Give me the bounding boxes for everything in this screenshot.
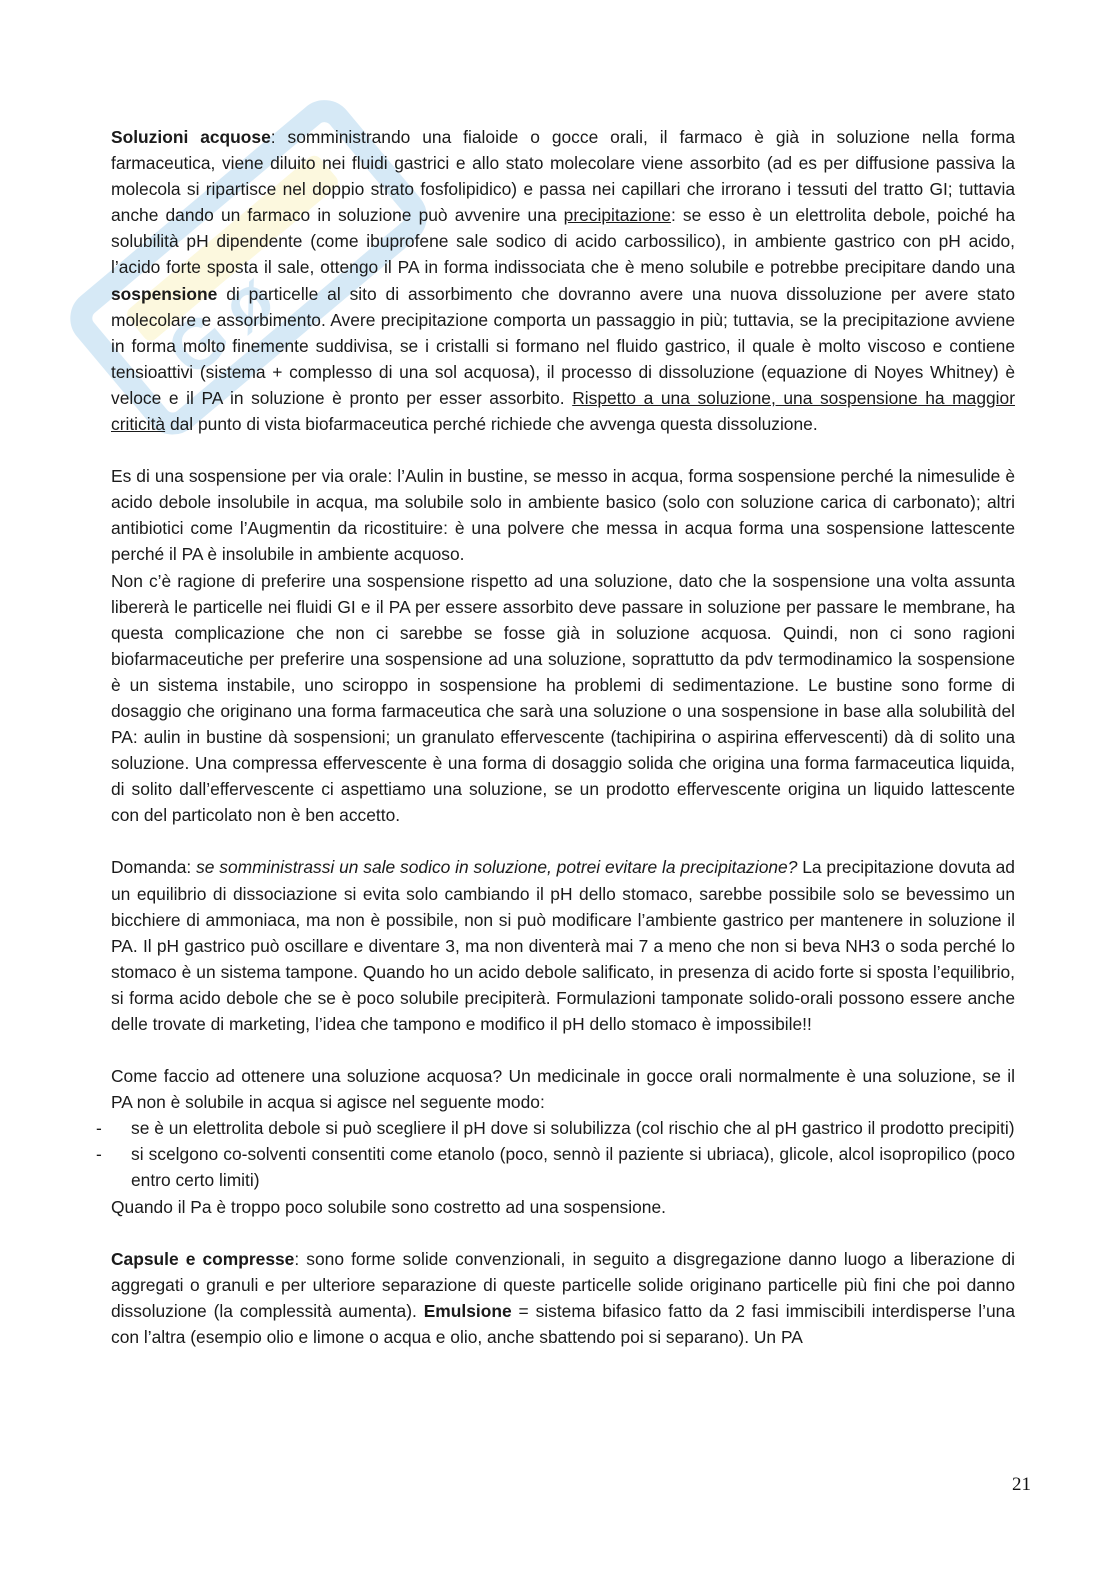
text-span: Non c’è ragione di preferire una sospensione rispetto ad una soluzione, dato che la sospensione una volta assunta libererà le particelle nei fluidi GI e il PA per essere assorbito deve passare in soluzione per passare le membrane, ha questa complicazione che non ci sarebbe se fosse già in soluzione acquosa. Quindi, non ci sono ragioni biofarmaceutiche per preferire una sospensione ad una soluzione, soprattutto da pdv termodinamico la sospensione è un sistema instabile, uno sciroppo in sospensione ha problemi di sedimentazione. Le bustine sono forme di dosaggio che originano una forma farmaceutica che sarà una soluzione o una sospensione in base alla solubilità del PA: aulin in bustine dà sospensioni; un granulato effervescente (tachipirina o aspirina effervescenti) dà di solito una soluzione. Una compressa effervescente è una forma di dosaggio solida che origina una forma farmaceutica liquida, di solito dall’effervescente ci aspettiamo una soluzione, se un prodotto effervescente origina un liquido lattescente con del particolato non è ben accetto. xyxy=(111,570,1015,826)
paragraph-preferenza-soluzione xyxy=(111,568,1015,829)
dash-bullet: - xyxy=(96,1144,102,1165)
term-capsule-compresse: Capsule e compresse xyxy=(111,1248,295,1269)
text-span: di particelle al sito di assorbimento che dovranno avere una nuova dissoluzione per avere stato molecolare e assorbimento. Avere precipitazione comporta un passaggio in più; tuttavia, se la precipitazione avviene in forma molto finemente suddivisa, se i cristalli si formano nel fluido gastrico, il quale è molto viscoso e contiene tensioattivi (sistema + complesso di una sol acquosa), il processo di dissoluzione (equazione di Noyes Whitney) è veloce e il PA in soluzione è pronto per esser assorbito. xyxy=(111,283,1015,408)
list-item xyxy=(96,1141,1015,1193)
list-item xyxy=(96,1115,1015,1141)
term-emulsione: Emulsione xyxy=(423,1300,512,1321)
text-span: = sistema bifasico fatto da 2 fasi immiscibili interdisperse l’una con l’altra (esempio olio e limone o acqua e olio, anche sbattendo poi si separano). Un PA xyxy=(111,1300,1015,1347)
dash-list xyxy=(96,1115,1015,1193)
text-span: dal punto di vista biofarmaceutica perché richiede che avvenga questa dissoluzione. xyxy=(165,414,818,435)
list-item-text: si scelgono co-solventi consentiti come etanolo (poco, sennò il paziente si ubriaca), glicole, alcol isopropilico (poco entro certo limiti) xyxy=(131,1144,1015,1191)
paragraph-domanda xyxy=(111,854,1015,1037)
text-span: : se esso è un elettrolita debole, poiché ha solubilità pH dipendente (come ibuprofene sale sodico di acido carbossilico), in ambiente gastrico con pH acido, l’acido forte sposta il sale, ottengo il PA in forma indissociata che è meno solubile e potrebbe precipitare dando una xyxy=(111,205,1016,278)
term-soluzioni-acquose: Soluzioni acquose xyxy=(111,127,271,147)
underlined-statement: Rispetto a una soluzione, una sospensione ha maggior criticità xyxy=(111,387,1015,435)
text-span: Es di una sospensione per via orale: l’Aulin in bustine, se messo in acqua, forma sospensione perché la nimesulide è acido debole insolubile in acqua, ma solubile solo in ambiente basico (solo con soluzione carica di carbonato); altri antibiotici come l’Augmentin da ricostituire: è una polvere che messa in acqua forma una sospensione lattescente perché il PA è insolubile in ambiente acquoso. xyxy=(111,466,1015,565)
paragraph-sospensione-conclusione xyxy=(111,1194,1015,1220)
paragraph-soluzione-acquosa xyxy=(111,1063,1015,1115)
text-span: Quando il Pa è troppo poco solubile sono costretto ad una sospensione. xyxy=(111,1196,666,1217)
document-body xyxy=(96,124,1016,1350)
term-sospensione: sospensione xyxy=(111,283,218,304)
svg-text:ø: ø xyxy=(205,258,289,347)
text-span: Domanda: xyxy=(111,857,197,878)
dash-bullet: - xyxy=(96,1118,102,1139)
paragraph-soluzioni-acquose xyxy=(111,124,1015,437)
paragraph-esempio-sospensione xyxy=(111,463,1015,567)
question-text: se somministrassi un sale sodico in soluzione, potrei evitare la precipitazione? xyxy=(196,857,798,878)
list-item-text: se è un elettrolita debole si può scegliere il pH dove si solubilizza (col rischio che al pH gastrico il prodotto precipiti) xyxy=(131,1118,1015,1139)
paragraph-capsule-compresse xyxy=(111,1246,1015,1350)
text-span: Come faccio ad ottenere una soluzione acquosa? Un medicinale in gocce orali normalmente è una soluzione, se il PA non è solubile in acqua si agisce nel seguente modo: xyxy=(111,1066,1015,1113)
text-span: : sono forme solide convenzionali, in seguito a disgregazione danno luogo a liberazione di aggregati o granuli e per ulteriore separazione di queste particelle solide originano particelle più fini che poi danno dissoluzione (la complessità aumenta). xyxy=(111,1248,1015,1321)
underlined-term-precipitazione: precipitazione xyxy=(563,205,671,226)
text-span: : somministrando una fialoide o gocce orali, il farmaco è già in soluzione nella forma farmaceutica, viene diluito nei fluidi gastrici e allo stato molecolare viene assorbito (ad es per diffusione passiva la molecola si ripartisce nel doppio strato fosfolipidico) e passa nei capillari che irrorano i tessuti del tratto GI; tuttavia anche dando un farmaco in soluzione può avvenire una xyxy=(111,127,1015,226)
text-span: La precipitazione dovuta ad un equilibrio di dissociazione si evita solo cambiando il pH dello stomaco, sarebbe possibile solo se bevessimo un bicchiere di ammoniaca, ma non è possibile, non si può modificare l’ambiente gastrico per mantenere in soluzione il PA. Il pH gastrico può oscillare e diventare 3, ma non diventerà mai 7 a meno che non si beva NH3 o soda perché lo stomaco è un sistema tampone. Quando ho un acido debole salificato, in presenza di acido forte si sposta l’equilibrio, si forma acido debole che se è poco solubile precipiterà. Formulazioni tamponate solido-orali possono essere anche delle trovate di marketing, l’idea che tampono e modifico il pH dello stomaco è impossibile!! xyxy=(111,857,1015,1034)
svg-text:G: G xyxy=(152,296,244,392)
page-number: 21 xyxy=(1012,1474,1031,1495)
